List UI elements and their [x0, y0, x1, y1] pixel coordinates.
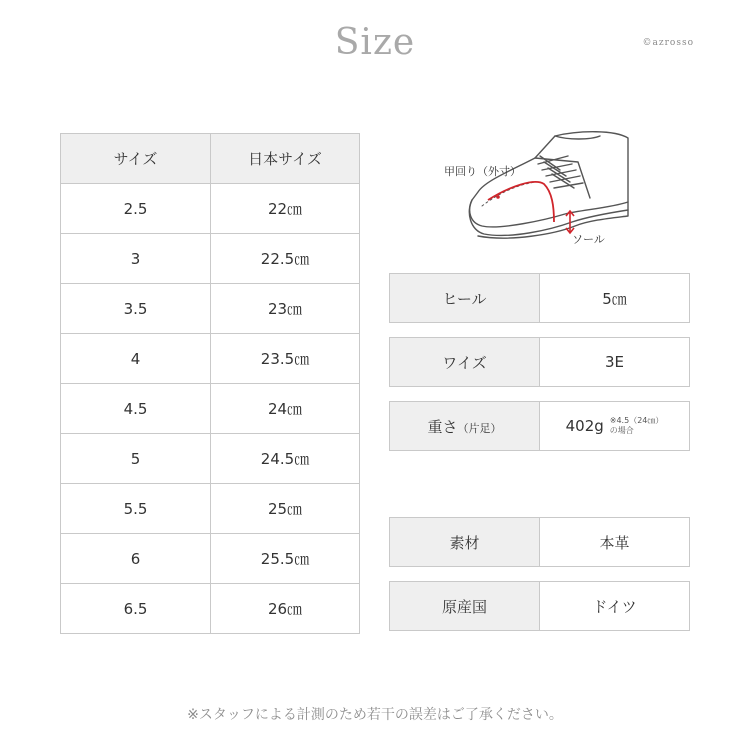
- size-cell: 2.5: [61, 184, 211, 234]
- jp-size-cell: 24.5㎝: [211, 434, 360, 484]
- size-cell: 3: [61, 234, 211, 284]
- size-cell: 4.5: [61, 384, 211, 434]
- heel-label: ヒール: [390, 274, 540, 323]
- heel-value: 5㎝: [540, 274, 690, 323]
- size-cell: 5: [61, 434, 211, 484]
- jp-size-cell: 23㎝: [211, 284, 360, 334]
- spec-heel: [389, 273, 690, 323]
- table-row: [61, 184, 360, 234]
- width-value: 3E: [540, 338, 690, 387]
- sole-label: ソール: [572, 233, 605, 246]
- weight-note-line1: ※4.5（24㎝）: [609, 416, 664, 425]
- table-row: [61, 534, 360, 584]
- copyright: ©azrosso: [642, 38, 694, 48]
- weight-label-cell: [390, 402, 540, 451]
- spec-material: [389, 517, 690, 567]
- jp-size-cell: 25.5㎝: [211, 534, 360, 584]
- size-cell: 5.5: [61, 484, 211, 534]
- jp-size-cell: 24㎝: [211, 384, 360, 434]
- weight-value: 402g: [565, 417, 604, 435]
- header-size: サイズ: [61, 134, 211, 184]
- spec-width: [389, 337, 690, 387]
- instep-label: 甲回り（外寸）: [444, 165, 521, 178]
- jp-size-cell: 22㎝: [211, 184, 360, 234]
- table-row: [61, 334, 360, 384]
- jp-size-cell: 26㎝: [211, 584, 360, 634]
- size-cell: 6.5: [61, 584, 211, 634]
- size-cell: 4: [61, 334, 211, 384]
- table-row: [61, 584, 360, 634]
- material-label: 素材: [390, 518, 540, 567]
- size-table-header: [61, 134, 360, 184]
- weight-note-line2: の場合: [609, 426, 634, 435]
- origin-value: ドイツ: [540, 582, 690, 631]
- material-value: 本革: [540, 518, 690, 567]
- table-row: [61, 284, 360, 334]
- jp-size-cell: 25㎝: [211, 484, 360, 534]
- width-label: ワイズ: [390, 338, 540, 387]
- weight-note: [610, 416, 664, 436]
- jp-size-cell: 23.5㎝: [211, 334, 360, 384]
- spec-origin: [389, 581, 690, 631]
- table-row: [61, 434, 360, 484]
- weight-label-small: （片足）: [457, 421, 502, 435]
- spec-weight: [389, 401, 690, 451]
- size-cell: 6: [61, 534, 211, 584]
- table-row: [61, 234, 360, 284]
- jp-size-cell: 22.5㎝: [211, 234, 360, 284]
- weight-value-cell: [540, 402, 690, 451]
- footer-note: ※スタッフによる計測のため若干の誤差はご了承ください。: [187, 707, 563, 723]
- weight-label: 重さ: [427, 417, 458, 436]
- table-row: [61, 384, 360, 434]
- page-title: Size: [334, 22, 416, 63]
- table-row: [61, 484, 360, 534]
- size-table: [60, 133, 360, 634]
- size-cell: 3.5: [61, 284, 211, 334]
- origin-label: 原産国: [390, 582, 540, 631]
- shoe-diagram-icon: [440, 126, 640, 256]
- header-jp-size: 日本サイズ: [211, 134, 360, 184]
